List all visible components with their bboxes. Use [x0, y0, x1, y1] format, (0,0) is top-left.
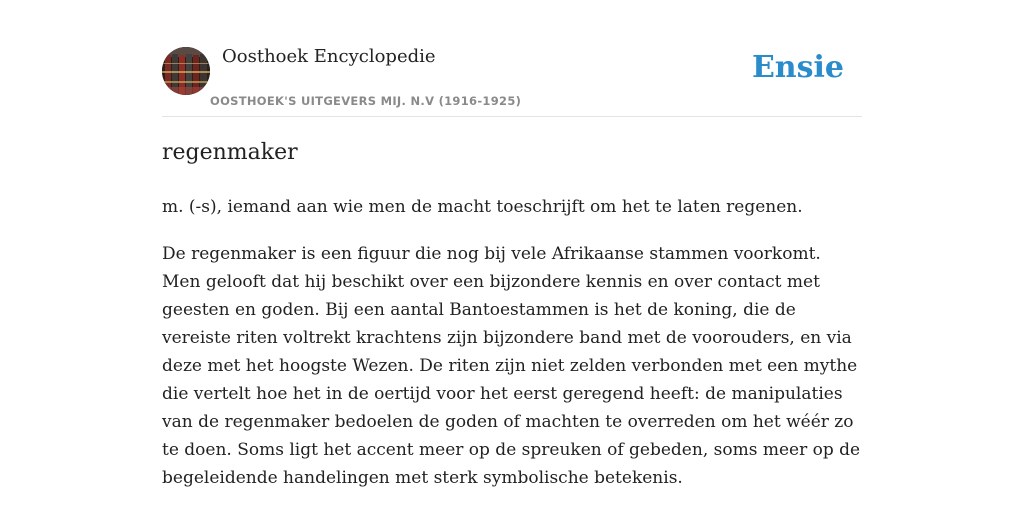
brand-logo[interactable]: Ensie — [751, 50, 844, 85]
source-subtitle: OOSTHOEK'S UITGEVERS MIJ. N.V (1916-1925) — [210, 94, 522, 108]
source-header — [162, 44, 862, 117]
source-name[interactable]: Oosthoek Encyclopedie — [222, 46, 436, 67]
article-body: De regenmaker is een figuur die nog bij vele Afrikaanse stammen voorkomt. Men gelooft dat hij beschikt over een bijzondere kennis en over contact met geesten en goden. Bij een aantal Bantoestammen is het de koning, die de vereiste riten voltrekt krachtens zijn bijzondere band met de voorouders, en via deze met het hoogste Wezen. De riten zijn niet zelden verbonden met een mythe die vertelt hoe het in de oertijd voor het eerst geregend heeft: de manipulaties van de regenmaker bedoelen de goden of machten te overreden om het wéér zo te doen. Soms ligt het accent meer op de spreuken of gebeden, soms meer op de begeleidende handelingen met sterk symbolische betekenis. — [162, 244, 861, 488]
article-definition: m. (-s), iemand aan wie men de macht toeschrijft om het te laten regenen. — [162, 197, 803, 217]
book-spines-icon — [162, 47, 210, 95]
article-title: regenmaker — [162, 140, 298, 165]
source-avatar[interactable] — [162, 47, 210, 95]
article-content — [162, 193, 862, 511]
